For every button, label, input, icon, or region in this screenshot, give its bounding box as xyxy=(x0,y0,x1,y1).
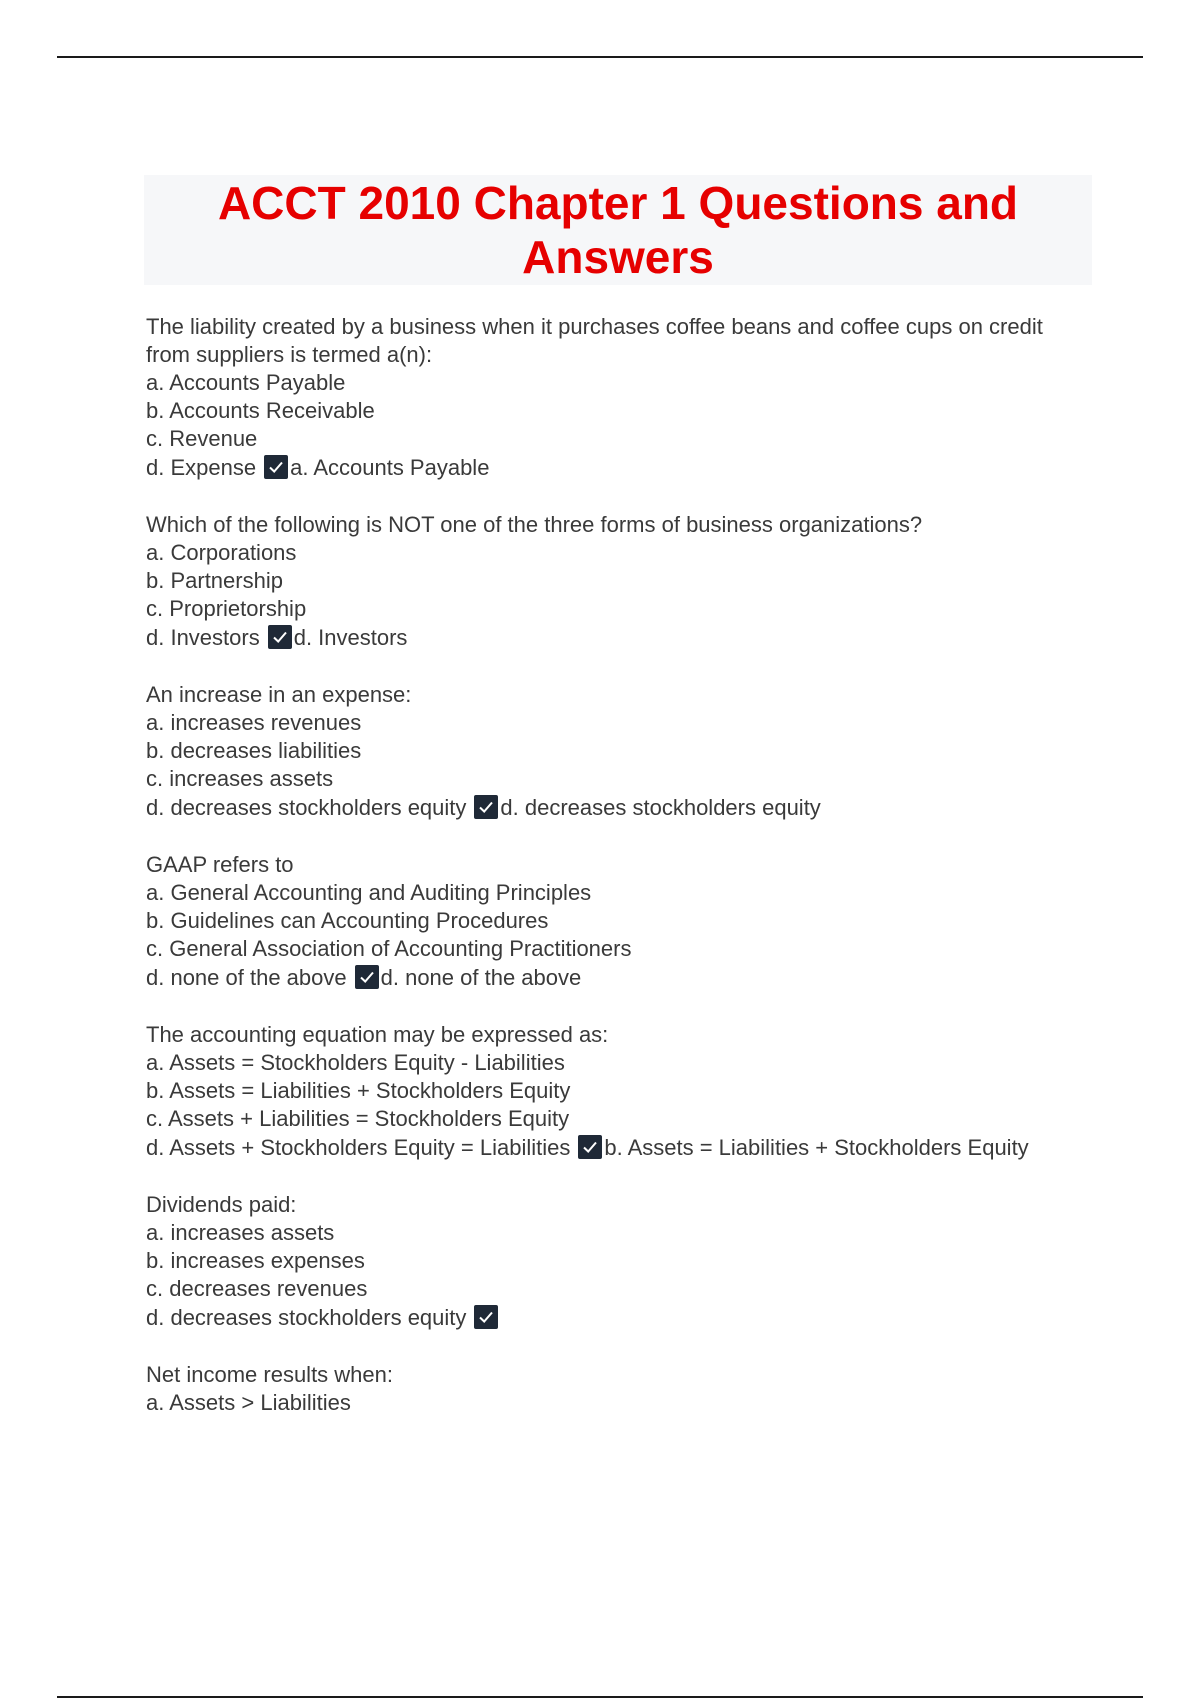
option-c: c. General Association of Accounting Practitioners xyxy=(146,936,632,961)
option-d-with-answer xyxy=(146,963,1086,993)
answer-text: a. Accounts Payable xyxy=(290,455,490,480)
title-banner xyxy=(144,175,1092,285)
question-block xyxy=(146,1021,1086,1163)
option-a: a. increases revenues xyxy=(146,710,362,735)
answer-text: d. none of the above xyxy=(380,965,582,990)
option-c: c. increases assets xyxy=(146,766,334,791)
question-text: An increase in an expense: xyxy=(146,682,412,707)
question-text: The accounting equation may be expressed as: xyxy=(146,1022,609,1047)
question-text: GAAP refers to xyxy=(146,852,294,877)
option-d: d. Expense xyxy=(146,455,257,480)
check-icon xyxy=(264,455,288,479)
check-icon xyxy=(474,1305,498,1329)
check-icon xyxy=(268,625,292,649)
check-icon xyxy=(474,795,498,819)
option-d: d. Assets + Stockholders Equity = Liabilities xyxy=(146,1135,571,1160)
option-d: d. Investors xyxy=(146,625,260,650)
top-rule xyxy=(57,56,1143,58)
option-a: a. General Accounting and Auditing Principles xyxy=(146,880,592,905)
question-block xyxy=(146,313,1086,483)
option-a: a. increases assets xyxy=(146,1220,335,1245)
option-a: a. Accounts Payable xyxy=(146,370,346,395)
question-text: Net income results when: xyxy=(146,1362,393,1387)
option-d-with-answer xyxy=(146,623,1086,653)
option-d: d. decreases stockholders equity xyxy=(146,1305,467,1330)
option-b: b. increases expenses xyxy=(146,1248,365,1273)
option-c: c. Revenue xyxy=(146,426,258,451)
question-text: Which of the following is NOT one of the three forms of business organizations? xyxy=(146,512,923,537)
option-a: a. Assets > Liabilities xyxy=(146,1390,351,1415)
option-c: c. decreases revenues xyxy=(146,1276,368,1301)
option-d-with-answer xyxy=(146,453,1086,483)
question-text: Dividends paid: xyxy=(146,1192,297,1217)
option-a: a. Corporations xyxy=(146,540,297,565)
question-block xyxy=(146,1191,1086,1333)
option-d: d. none of the above xyxy=(146,965,347,990)
page-title: ACCT 2010 Chapter 1 Questions and Answers xyxy=(217,177,1019,283)
option-c: c. Assets + Liabilities = Stockholders Equity xyxy=(146,1106,570,1131)
bottom-rule xyxy=(57,1696,1143,1698)
question-block xyxy=(146,1361,1086,1417)
question-block xyxy=(146,851,1086,993)
option-d-with-answer xyxy=(146,793,1086,823)
question-block xyxy=(146,681,1086,823)
question-block xyxy=(146,511,1086,653)
option-b: b. Guidelines can Accounting Procedures xyxy=(146,908,549,933)
question-text: The liability created by a business when it purchases coffee beans and coffee cups on credit from suppliers is termed a(n): xyxy=(146,314,1043,367)
option-b: b. Partnership xyxy=(146,568,283,593)
answer-text: b. Assets = Liabilities + Stockholders Equity xyxy=(604,1135,1029,1160)
option-d: d. decreases stockholders equity xyxy=(146,795,467,820)
option-b: b. Accounts Receivable xyxy=(146,398,375,423)
answer-text: d. Investors xyxy=(293,625,408,650)
answer-text: d. decreases stockholders equity xyxy=(500,795,821,820)
option-b: b. Assets = Liabilities + Stockholders Equity xyxy=(146,1078,571,1103)
option-b: b. decreases liabilities xyxy=(146,738,362,763)
option-d-with-answer xyxy=(146,1303,1086,1333)
option-c: c. Proprietorship xyxy=(146,596,307,621)
option-d-with-answer xyxy=(146,1133,1086,1163)
check-icon xyxy=(355,965,379,989)
option-a: a. Assets = Stockholders Equity - Liabilities xyxy=(146,1050,565,1075)
question-list xyxy=(146,313,1086,1445)
check-icon xyxy=(578,1135,602,1159)
